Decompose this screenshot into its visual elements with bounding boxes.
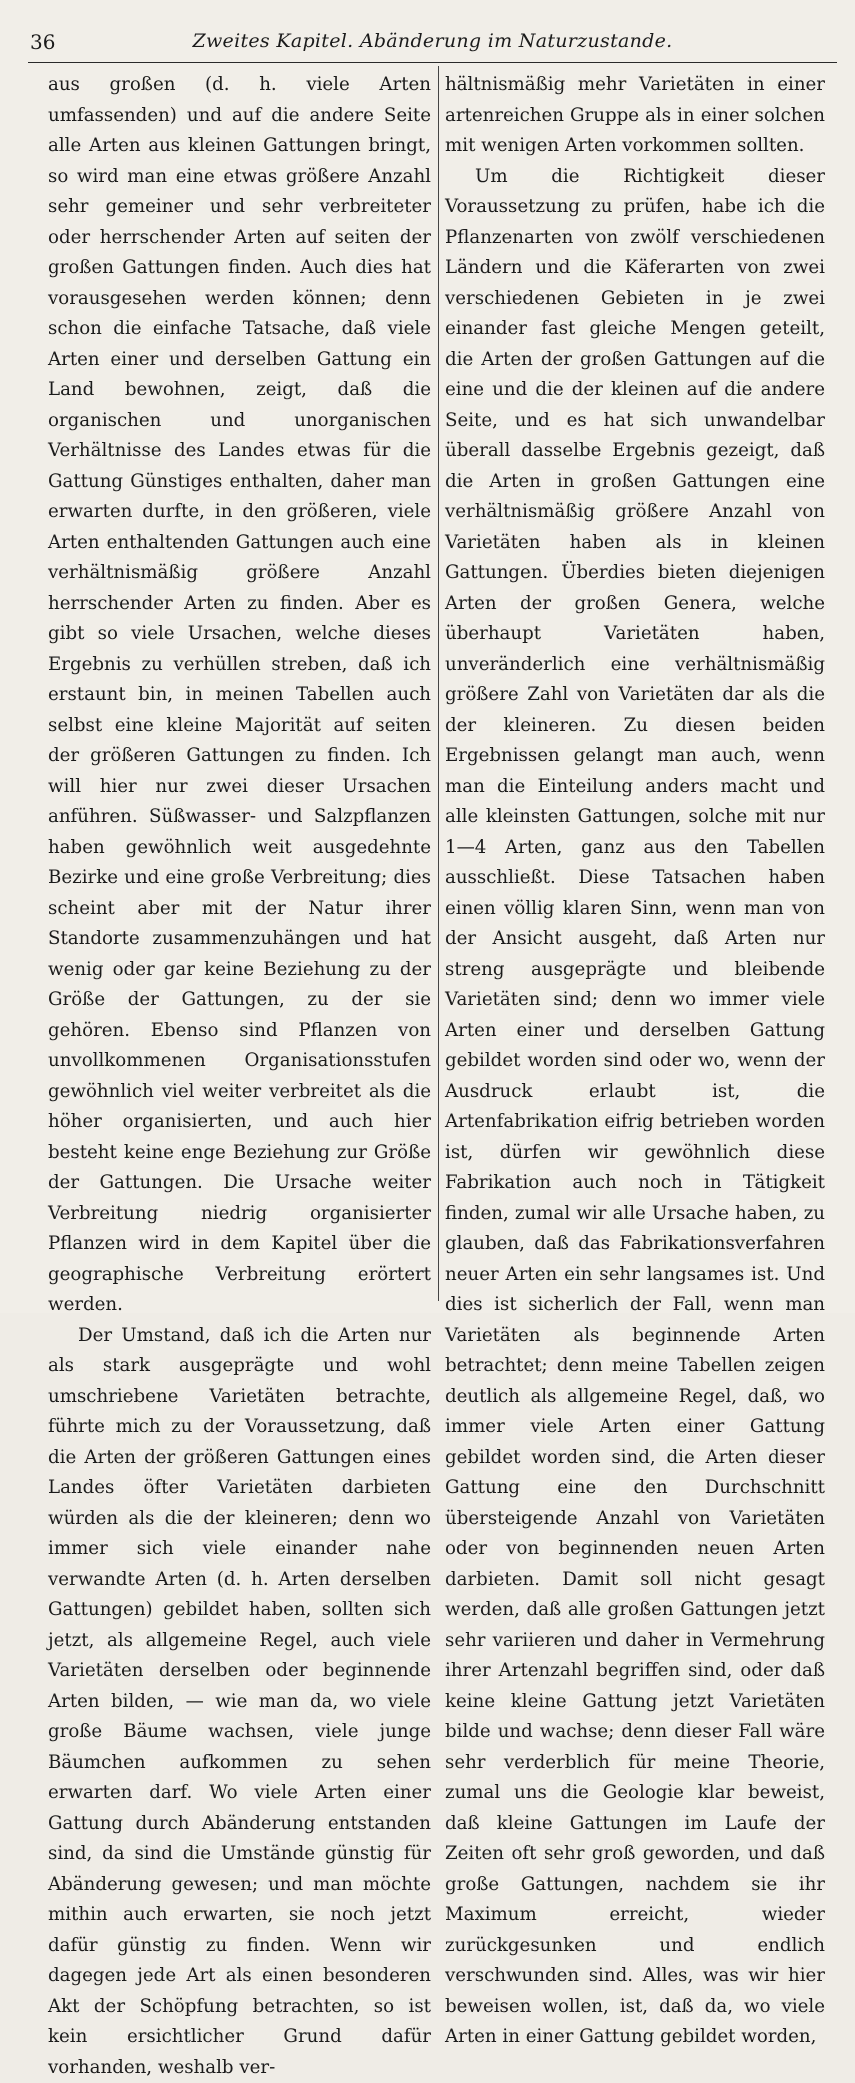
- page-header: [28, 26, 837, 63]
- left-column: [48, 70, 431, 1299]
- paragraph: hältnismäßig mehr Varietäten in einer artenreichen Gruppe als in einer solchen mit wenigen Arten vorkommen sollten.: [445, 70, 825, 162]
- paragraph: aus großen (d. h. viele Arten umfassenden) und auf die andere Seite alle Arten aus kleinen Gattungen bringt, so wird man eine etwas größere Anzahl sehr gemeiner und sehr verbreiteter oder herrschender Arten auf seiten der großen Gattungen finden. Auch dies hat vorausgesehen werden können; denn schon die einfache Tatsache, daß viele Arten einer und derselben Gattung ein Land bewohnen, zeigt, daß die organischen und unorganischen Verhältnisse des Landes etwas für die Gattung Günstiges enthalten, daher man erwarten durfte, in den größeren, viele Arten enthaltenden Gattungen auch eine verhältnismäßig größere Anzahl herrschender Arten zu finden. Aber es gibt so viele Ursachen, welche dieses Ergebnis zu verhüllen streben, daß ich erstaunt bin, in meinen Tabellen auch selbst eine kleine Majorität auf seiten der größeren Gattungen zu finden. Ich will hier nur zwei dieser Ursachen anführen. Süßwasser- und Salzpflanzen haben gewöhnlich weit ausgedehnte Bezirke und eine große Verbreitung; dies scheint aber mit der Natur ihrer Standorte zusammenzuhängen und hat wenig oder gar keine Beziehung zu der Größe der Gattungen, zu der sie gehören. Ebenso sind Pflanzen von unvollkommenen Organisationsstufen gewöhnlich viel weiter verbreitet als die höher organisierten, und auch hier besteht keine enge Beziehung zur Größe der Gattungen. Die Ursache weiter Verbreitung niedrig organisierter Pflanzen wird in dem Kapitel über die geographische Verbreitung erörtert werden.: [48, 70, 431, 1321]
- paragraph: Um die Richtigkeit dieser Voraussetzung zu prüfen, habe ich die Pflanzenarten von zwölf verschiedenen Ländern und die Käferarten von zwei verschiedenen Gebieten in je zwei einander fast gleiche Mengen geteilt, die Arten der großen Gattungen auf die eine und die der kleinen auf die andere Seite, und es hat sich unwandelbar überall dasselbe Ergebnis gezeigt, daß die Arten in großen Gattungen eine verhältnismäßig größere Anzahl von Varietäten haben als in kleinen Gattungen. Überdies bieten diejenigen Arten der großen Genera, welche überhaupt Varietäten haben, unveränderlich eine verhältnismäßig größere Zahl von Varietäten dar als die der kleineren. Zu diesen beiden Ergebnissen gelangt man auch, wenn man die Einteilung anders macht und alle kleinsten Gattungen, solche mit nur 1—4 Arten, ganz aus den Tabellen ausschließt. Diese Tatsachen haben einen völlig klaren Sinn, wenn man von der Ansicht ausgeht, daß Arten nur streng ausgeprägte und bleibende Varietäten sind; denn wo immer viele Arten einer und derselben Gattung gebildet worden sind oder wo, wenn der Ausdruck erlaubt ist, die Artenfabrikation eifrig betrieben worden ist, dürfen wir gewöhnlich diese Fabrikation auch noch in Tätigkeit finden, zumal wir alle Ursache haben, zu glauben, daß das Fabrikationsverfahren neuer Arten ein sehr langsames ist. Und dies ist sicherlich der Fall, wenn man Varietäten als beginnende Arten betrachtet; denn meine Tabellen zeigen deutlich als allgemeine Regel, daß, wo immer viele Arten einer Gattung gebildet worden sind, die Arten dieser Gattung eine den Durchschnitt übersteigende Anzahl von Varietäten oder von beginnenden neuen Arten darbieten. Damit soll nicht gesagt werden, daß alle großen Gattungen jetzt sehr variieren und daher in Vermehrung ihrer Artenzahl begriffen sind, oder daß keine kleine Gattung jetzt Varietäten bilde und wachse; denn dieser Fall wäre sehr verderblich für meine Theorie, zumal uns die Geologie klar beweist, daß kleine Gattungen im Laufe der Zeiten oft sehr groß geworden, und daß große Gattungen, nachdem sie ihr Maximum erreicht, wieder zurückgesunken und endlich verschwunden sind. Alles, was wir hier beweisen wollen, ist, daß da, wo viele Arten in einer Gattung gebildet worden,: [445, 162, 825, 2053]
- paragraph: Der Umstand, daß ich die Arten nur als stark ausgeprägte und wohl umschriebene Varietäten betrachte, führte mich zu der Voraussetzung, daß die Arten der größeren Gattungen eines Landes öfter Varietäten darbieten würden als die der kleineren; denn wo immer sich viele einander nahe verwandte Arten (d. h. Arten derselben Gattungen) gebildet haben, sollten sich jetzt, als allgemeine Regel, auch viele Varietäten derselben oder beginnende Arten bilden, — wie man da, wo viele große Bäume wachsen, viele junge Bäumchen aufkommen zu sehen erwarten darf. Wo viele Arten einer Gattung durch Abänderung entstanden sind, da sind die Umstände günstig für Abänderung gewesen; und man möchte mithin auch erwarten, sie noch jetzt dafür günstig zu finden. Wenn wir dagegen jede Art als einen besonderen Akt der Schöpfung betrachten, so ist kein ersichtlicher Grund dafür vorhanden, weshalb ver-: [48, 1321, 431, 2083]
- running-head: Zweites Kapitel. Abänderung im Naturzustande.: [28, 30, 837, 52]
- right-column: [445, 70, 825, 1299]
- page-number: 36: [30, 30, 55, 54]
- column-divider: [438, 66, 439, 1301]
